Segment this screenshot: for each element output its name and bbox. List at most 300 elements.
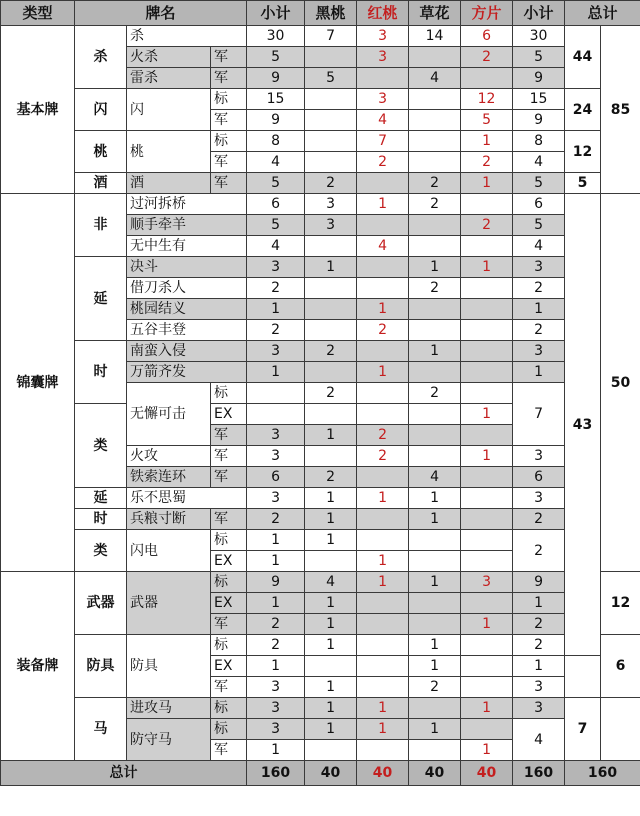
count-h <box>357 257 409 278</box>
count-s <box>305 152 357 173</box>
count-sub: 3 <box>247 488 305 509</box>
count-sub: 4 <box>247 236 305 257</box>
count-s: 7 <box>305 26 357 47</box>
card-name: 兵粮寸断 <box>127 509 211 530</box>
count-sub <box>247 404 305 425</box>
card-version: 军 <box>211 425 247 446</box>
count-c: 1 <box>409 656 461 677</box>
count-s: 1 <box>305 425 357 446</box>
count-subtotal: 30 <box>513 26 565 47</box>
count-c <box>409 698 461 719</box>
count-c: 1 <box>409 509 461 530</box>
count-sub: 6 <box>247 194 305 215</box>
count-subtotal: 1 <box>513 593 565 614</box>
count-d: 1 <box>461 740 513 761</box>
count-d <box>461 593 513 614</box>
group-total: 44 <box>565 26 601 89</box>
card-name: 防具 <box>127 635 211 698</box>
count-subtotal: 2 <box>513 278 565 299</box>
count-s <box>305 278 357 299</box>
group-yan-2: 延 <box>75 488 127 509</box>
count-subtotal: 3 <box>513 341 565 362</box>
count-s: 1 <box>305 635 357 656</box>
count-h: 1 <box>357 362 409 383</box>
count-subtotal: 3 <box>513 257 565 278</box>
card-name: 防守马 <box>127 719 211 761</box>
count-s: 1 <box>305 257 357 278</box>
count-d: 1 <box>461 257 513 278</box>
count-d: 2 <box>461 215 513 236</box>
card-version: 军 <box>211 47 247 68</box>
count-c: 1 <box>409 341 461 362</box>
count-sub: 2 <box>247 278 305 299</box>
count-c: 4 <box>409 467 461 488</box>
card-name: 进攻马 <box>127 698 211 719</box>
count-h <box>357 404 409 425</box>
group-fangju: 防具 <box>75 635 127 698</box>
footer-sub2: 160 <box>513 761 565 786</box>
count-sub: 3 <box>247 257 305 278</box>
count-h: 2 <box>357 425 409 446</box>
count-c: 1 <box>409 635 461 656</box>
count-c <box>409 131 461 152</box>
count-c <box>409 740 461 761</box>
count-c: 2 <box>409 383 461 404</box>
count-sub <box>247 383 305 404</box>
table-row <box>1 635 640 656</box>
count-h <box>357 68 409 89</box>
count-d <box>461 425 513 446</box>
count-h: 1 <box>357 194 409 215</box>
count-d <box>461 677 513 698</box>
count-subtotal: 15 <box>513 89 565 110</box>
card-name: 南蛮入侵 <box>127 341 247 362</box>
card-version: 军 <box>211 152 247 173</box>
count-d <box>461 551 513 572</box>
count-sub: 3 <box>247 719 305 740</box>
count-subtotal: 1 <box>513 362 565 383</box>
category-basic: 基本牌 <box>1 26 75 194</box>
count-c <box>409 215 461 236</box>
count-s <box>305 110 357 131</box>
count-sub: 3 <box>247 425 305 446</box>
card-name: 无懈可击 <box>127 383 211 446</box>
card-name: 乐不思蜀 <box>127 488 247 509</box>
card-version: 军 <box>211 677 247 698</box>
count-subtotal: 9 <box>513 110 565 131</box>
card-version: 标 <box>211 530 247 551</box>
card-version: EX <box>211 404 247 425</box>
count-h <box>357 593 409 614</box>
count-sub: 1 <box>247 740 305 761</box>
count-s: 2 <box>305 341 357 362</box>
count-d <box>461 299 513 320</box>
count-h <box>357 467 409 488</box>
count-sub: 2 <box>247 635 305 656</box>
count-d <box>461 320 513 341</box>
count-s: 1 <box>305 593 357 614</box>
card-name: 酒 <box>127 173 211 194</box>
count-subtotal: 5 <box>513 47 565 68</box>
count-c <box>409 152 461 173</box>
card-name: 闪 <box>127 89 211 131</box>
count-s: 1 <box>305 509 357 530</box>
count-h: 3 <box>357 47 409 68</box>
card-name: 万箭齐发 <box>127 362 247 383</box>
group-total: 12 <box>601 572 640 635</box>
count-subtotal: 1 <box>513 299 565 320</box>
count-subtotal: 4 <box>513 236 565 257</box>
card-name: 桃园结义 <box>127 299 247 320</box>
count-d: 6 <box>461 26 513 47</box>
card-version: 军 <box>211 110 247 131</box>
count-c: 14 <box>409 26 461 47</box>
footer-c: 40 <box>409 761 461 786</box>
count-subtotal: 8 <box>513 131 565 152</box>
card-version: 军 <box>211 173 247 194</box>
count-sub: 3 <box>247 341 305 362</box>
header-subtotal: 小计 <box>247 1 305 26</box>
count-h: 2 <box>357 320 409 341</box>
count-d: 1 <box>461 446 513 467</box>
count-subtotal: 7 <box>513 383 565 446</box>
card-name: 铁索连环 <box>127 467 211 488</box>
table-row <box>1 488 640 509</box>
card-name: 决斗 <box>127 257 247 278</box>
count-h: 1 <box>357 551 409 572</box>
count-c <box>409 89 461 110</box>
count-subtotal: 3 <box>513 677 565 698</box>
card-name: 过河拆桥 <box>127 194 247 215</box>
count-h <box>357 740 409 761</box>
table-row <box>1 257 640 278</box>
table-row <box>1 173 640 194</box>
count-sub: 2 <box>247 320 305 341</box>
footer-label: 总计 <box>1 761 247 786</box>
card-name: 火攻 <box>127 446 211 467</box>
count-subtotal: 3 <box>513 446 565 467</box>
footer-s: 40 <box>305 761 357 786</box>
card-version: 标 <box>211 635 247 656</box>
group-total: 6 <box>601 635 640 698</box>
count-h <box>357 614 409 635</box>
count-c <box>409 551 461 572</box>
count-c <box>409 299 461 320</box>
count-c <box>409 425 461 446</box>
count-subtotal: 4 <box>513 719 565 761</box>
card-name: 顺手牵羊 <box>127 215 247 236</box>
count-sub: 5 <box>247 47 305 68</box>
count-subtotal: 5 <box>513 215 565 236</box>
count-d <box>461 194 513 215</box>
count-sub: 3 <box>247 677 305 698</box>
count-s <box>305 446 357 467</box>
count-subtotal: 2 <box>513 320 565 341</box>
count-d <box>461 509 513 530</box>
card-name: 无中生有 <box>127 236 247 257</box>
header-row <box>1 1 640 26</box>
group-sha: 杀 <box>75 26 127 89</box>
card-version: 标 <box>211 719 247 740</box>
count-c <box>409 110 461 131</box>
count-h <box>357 656 409 677</box>
count-h <box>357 215 409 236</box>
count-subtotal: 3 <box>513 698 565 719</box>
count-sub: 1 <box>247 551 305 572</box>
count-c: 1 <box>409 257 461 278</box>
count-h: 4 <box>357 236 409 257</box>
count-d <box>461 341 513 362</box>
count-s <box>305 740 357 761</box>
table-row <box>1 89 640 110</box>
count-subtotal: 4 <box>513 152 565 173</box>
count-h <box>357 530 409 551</box>
count-subtotal: 3 <box>513 488 565 509</box>
count-s <box>305 404 357 425</box>
count-h: 2 <box>357 446 409 467</box>
table-row <box>1 698 640 719</box>
header-diamond: 方片 <box>461 1 513 26</box>
count-s: 1 <box>305 698 357 719</box>
count-sub: 3 <box>247 446 305 467</box>
card-version: EX <box>211 656 247 677</box>
count-s <box>305 299 357 320</box>
count-h: 1 <box>357 299 409 320</box>
count-d: 2 <box>461 152 513 173</box>
count-c: 2 <box>409 194 461 215</box>
card-name: 火杀 <box>127 47 211 68</box>
group-total: 24 <box>565 89 601 131</box>
card-version: 军 <box>211 467 247 488</box>
count-h: 1 <box>357 572 409 593</box>
count-c <box>409 614 461 635</box>
card-version: 军 <box>211 446 247 467</box>
count-d: 2 <box>461 47 513 68</box>
table-row <box>1 530 640 551</box>
count-s: 1 <box>305 530 357 551</box>
count-d <box>461 656 513 677</box>
count-h <box>357 635 409 656</box>
count-h: 1 <box>357 698 409 719</box>
count-s <box>305 551 357 572</box>
count-c: 1 <box>409 572 461 593</box>
count-h: 3 <box>357 89 409 110</box>
card-version: 军 <box>211 740 247 761</box>
group-lei-2: 类 <box>75 530 127 572</box>
footer-sub: 160 <box>247 761 305 786</box>
header-subtotal-2: 小计 <box>513 1 565 26</box>
count-s <box>305 89 357 110</box>
count-c <box>409 47 461 68</box>
header-spade: 黑桃 <box>305 1 357 26</box>
count-s: 1 <box>305 719 357 740</box>
card-version: EX <box>211 551 247 572</box>
count-subtotal: 2 <box>513 530 565 572</box>
count-d <box>461 530 513 551</box>
count-c <box>409 236 461 257</box>
card-name: 武器 <box>127 572 211 635</box>
count-subtotal: 1 <box>513 656 565 677</box>
count-s <box>305 131 357 152</box>
count-h <box>357 383 409 404</box>
count-h: 3 <box>357 26 409 47</box>
count-d <box>461 467 513 488</box>
count-s <box>305 362 357 383</box>
count-d <box>461 68 513 89</box>
count-sub: 2 <box>247 509 305 530</box>
group-shi: 时 <box>75 341 127 404</box>
count-subtotal: 9 <box>513 68 565 89</box>
count-sub: 6 <box>247 467 305 488</box>
count-s <box>305 47 357 68</box>
count-d <box>461 362 513 383</box>
count-d: 1 <box>461 131 513 152</box>
group-fei: 非 <box>75 194 127 257</box>
count-c <box>409 404 461 425</box>
count-sub: 1 <box>247 593 305 614</box>
count-h <box>357 173 409 194</box>
card-name: 杀 <box>127 26 247 47</box>
count-h <box>357 509 409 530</box>
count-c: 1 <box>409 719 461 740</box>
footer-h: 40 <box>357 761 409 786</box>
count-subtotal: 2 <box>513 509 565 530</box>
card-name: 桃 <box>127 131 211 173</box>
card-version: 军 <box>211 509 247 530</box>
count-subtotal: 6 <box>513 194 565 215</box>
group-wuqi: 武器 <box>75 572 127 635</box>
card-name: 五谷丰登 <box>127 320 247 341</box>
count-subtotal: 2 <box>513 614 565 635</box>
footer-d: 40 <box>461 761 513 786</box>
count-sub: 2 <box>247 614 305 635</box>
group-total: 43 <box>565 194 601 656</box>
card-name: 借刀杀人 <box>127 278 247 299</box>
card-version: 标 <box>211 572 247 593</box>
count-d: 5 <box>461 110 513 131</box>
count-sub: 1 <box>247 362 305 383</box>
count-sub: 5 <box>247 215 305 236</box>
card-version: 标 <box>211 383 247 404</box>
card-version: EX <box>211 593 247 614</box>
count-subtotal: 9 <box>513 572 565 593</box>
count-s: 3 <box>305 215 357 236</box>
card-version: 军 <box>211 68 247 89</box>
count-c <box>409 593 461 614</box>
count-h: 1 <box>357 488 409 509</box>
count-sub: 9 <box>247 68 305 89</box>
category-total: 50 <box>601 194 640 572</box>
count-h: 7 <box>357 131 409 152</box>
count-sub: 30 <box>247 26 305 47</box>
count-subtotal: 2 <box>513 635 565 656</box>
count-d <box>461 719 513 740</box>
count-s: 3 <box>305 194 357 215</box>
group-tao: 桃 <box>75 131 127 173</box>
count-d: 1 <box>461 404 513 425</box>
group-lei: 类 <box>75 404 127 488</box>
table-row <box>1 341 640 362</box>
group-yan: 延 <box>75 257 127 341</box>
count-sub: 1 <box>247 299 305 320</box>
card-name: 雷杀 <box>127 68 211 89</box>
count-sub: 9 <box>247 110 305 131</box>
card-version: 标 <box>211 89 247 110</box>
count-sub: 3 <box>247 698 305 719</box>
count-d: 1 <box>461 698 513 719</box>
count-d <box>461 635 513 656</box>
group-total: 7 <box>565 698 601 761</box>
count-s: 2 <box>305 383 357 404</box>
count-h: 2 <box>357 152 409 173</box>
count-s: 5 <box>305 68 357 89</box>
group-total: 12 <box>565 131 601 173</box>
footer-row <box>1 761 640 786</box>
count-c: 2 <box>409 173 461 194</box>
count-h <box>357 341 409 362</box>
header-name: 牌名 <box>75 1 247 26</box>
count-c <box>409 362 461 383</box>
count-sub: 9 <box>247 572 305 593</box>
header-heart: 红桃 <box>357 1 409 26</box>
group-shi-2: 时 <box>75 509 127 530</box>
count-c: 2 <box>409 278 461 299</box>
card-version: 军 <box>211 614 247 635</box>
table-row <box>1 509 640 530</box>
count-d: 1 <box>461 173 513 194</box>
count-h: 4 <box>357 110 409 131</box>
card-name: 闪电 <box>127 530 211 572</box>
header-total: 总计 <box>565 1 640 26</box>
category-trick: 锦囊牌 <box>1 194 75 572</box>
count-subtotal: 5 <box>513 173 565 194</box>
footer-total: 160 <box>565 761 640 786</box>
table-row <box>1 572 640 593</box>
count-s <box>305 320 357 341</box>
count-s: 1 <box>305 488 357 509</box>
count-c <box>409 320 461 341</box>
count-sub: 1 <box>247 656 305 677</box>
count-sub: 15 <box>247 89 305 110</box>
count-h <box>357 278 409 299</box>
count-h <box>357 677 409 698</box>
card-version: 标 <box>211 698 247 719</box>
count-c <box>409 530 461 551</box>
table-row <box>1 131 640 152</box>
count-sub: 5 <box>247 173 305 194</box>
count-s: 2 <box>305 173 357 194</box>
group-jiu: 酒 <box>75 173 127 194</box>
count-sub: 4 <box>247 152 305 173</box>
card-version: 标 <box>211 131 247 152</box>
count-s: 4 <box>305 572 357 593</box>
category-equip: 装备牌 <box>1 572 75 761</box>
category-total: 85 <box>601 26 640 194</box>
header-club: 草花 <box>409 1 461 26</box>
count-d <box>461 488 513 509</box>
group-total: 5 <box>565 173 601 194</box>
count-c: 4 <box>409 68 461 89</box>
count-d: 1 <box>461 614 513 635</box>
count-sub: 8 <box>247 131 305 152</box>
count-c: 1 <box>409 488 461 509</box>
count-s: 1 <box>305 614 357 635</box>
count-s: 2 <box>305 467 357 488</box>
count-s: 1 <box>305 677 357 698</box>
count-c: 2 <box>409 677 461 698</box>
count-c <box>409 446 461 467</box>
table-row <box>1 26 640 47</box>
